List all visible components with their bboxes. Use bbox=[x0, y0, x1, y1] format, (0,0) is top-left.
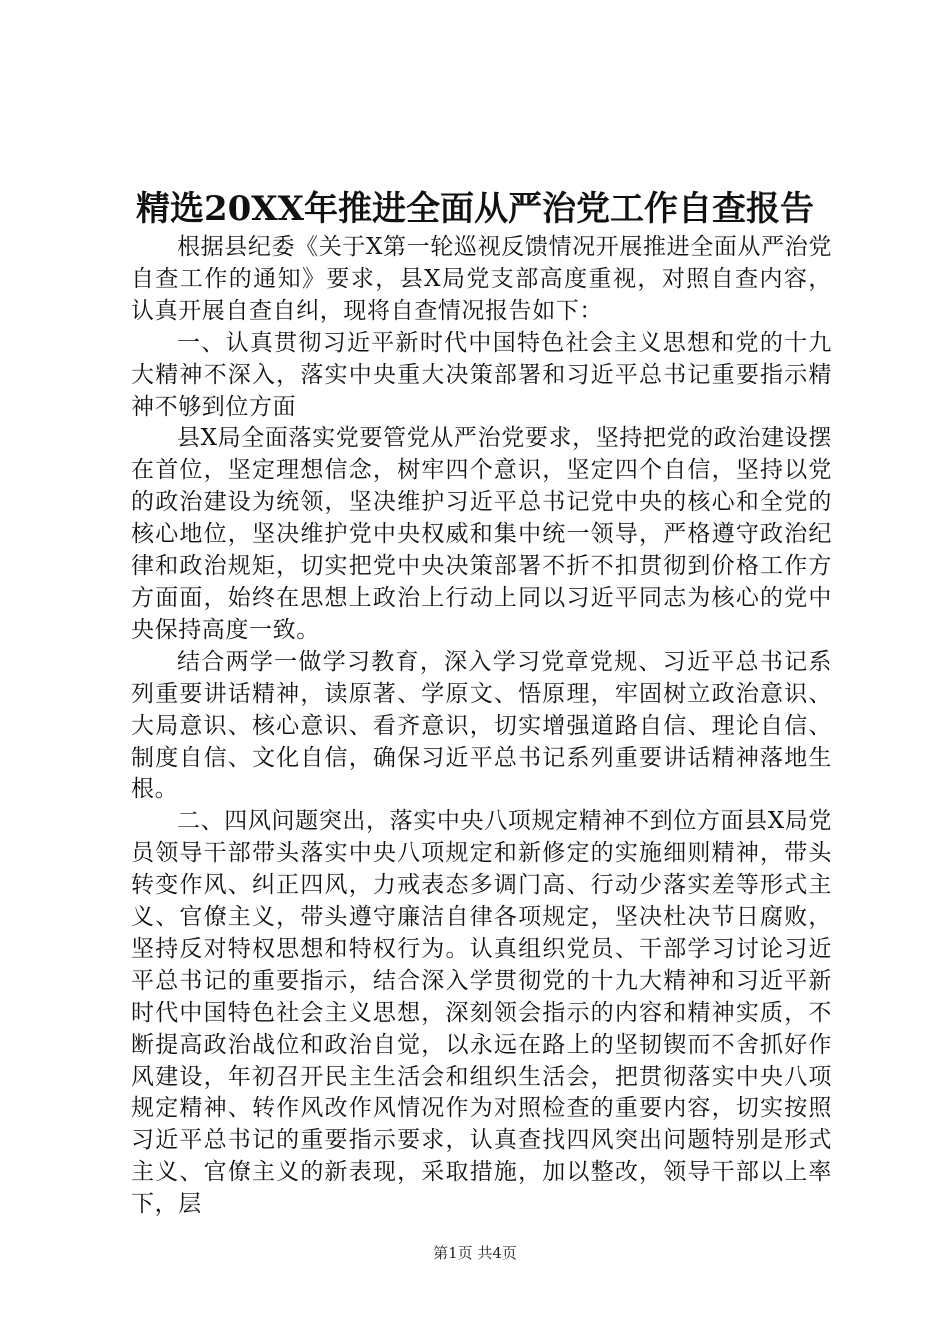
page-footer: 第1页 共4页 bbox=[433, 1244, 517, 1262]
paragraph-section-1-body: 县X局全面落实党要管党从严治党要求，坚持把党的政治建设摆在首位，坚定理想信念，树牢四个意识，坚定四个自信，坚持以党的政治建设为统领，坚决维护习近平总书记党中央的核心和全党的核心地位，坚决维护党中央权威和集中统一领导，严格遵守政治纪律和政治规矩，切实把党中央决策部署不折不扣贯彻到价格工作方方面面，始终在思想上政治上行动上同以习近平同志为核心的党中央保持高度一致。 bbox=[131, 425, 832, 643]
paragraph-intro: 根据县纪委《关于X第一轮巡视反馈情况开展推进全面从严治党自查工作的通知》要求，县X局党支部高度重视，对照自查内容，认真开展自查自纠，现将自查情况报告如下： bbox=[131, 234, 832, 324]
document-title: 精选20XX年推进全面从严治党工作自查报告 bbox=[135, 189, 815, 229]
document-body bbox=[131, 232, 832, 1221]
paragraph-section-2: 二、四风问题突出，落实中央八项规定精神不到位方面县X局党员领导干部带头落实中央八项规定和新修定的实施细则精神，带头转变作风、纠正四风，力戒表态多调门高、行动少落实差等形式主义、官僚主义，带头遵守廉洁自律各项规定，坚决杜决节日腐败，坚持反对特权思想和特权行为。认真组织党员、干部学习讨论习近平总书记的重要指示，结合深入学贯彻党的十九大精神和习近平新时代中国特色社会主义思想，深刻领会指示的内容和精神实质，不断提高政治战位和政治自觉，以永远在路上的坚韧锲而不舍抓好作风建设，年初召开民主生活会和组织生活会，把贯彻落实中央八项规定精神、转作风改作风情况作为对照检查的重要内容，切实按照习近平总书记的重要指示要求，认真查找四风突出问题特别是形式主义、官僚主义的新表现，采取措施，加以整改，领导干部以上率下，层 bbox=[131, 808, 832, 1218]
paragraph-section-1-heading: 一、认真贯彻习近平新时代中国特色社会主义思想和党的十九大精神不深入，落实中央重大决策部署和习近平总书记重要指示精神不够到位方面 bbox=[131, 329, 832, 420]
paragraph-study-education: 结合两学一做学习教育，深入学习党章党规、习近平总书记系列重要讲话精神，读原著、学原文、悟原理，牢固树立政治意识、大局意识、核心意识、看齐意识，切实增强道路自信、理论自信、制度自信、文化自信，确保习近平总书记系列重要讲话精神落地生根。 bbox=[131, 648, 832, 803]
